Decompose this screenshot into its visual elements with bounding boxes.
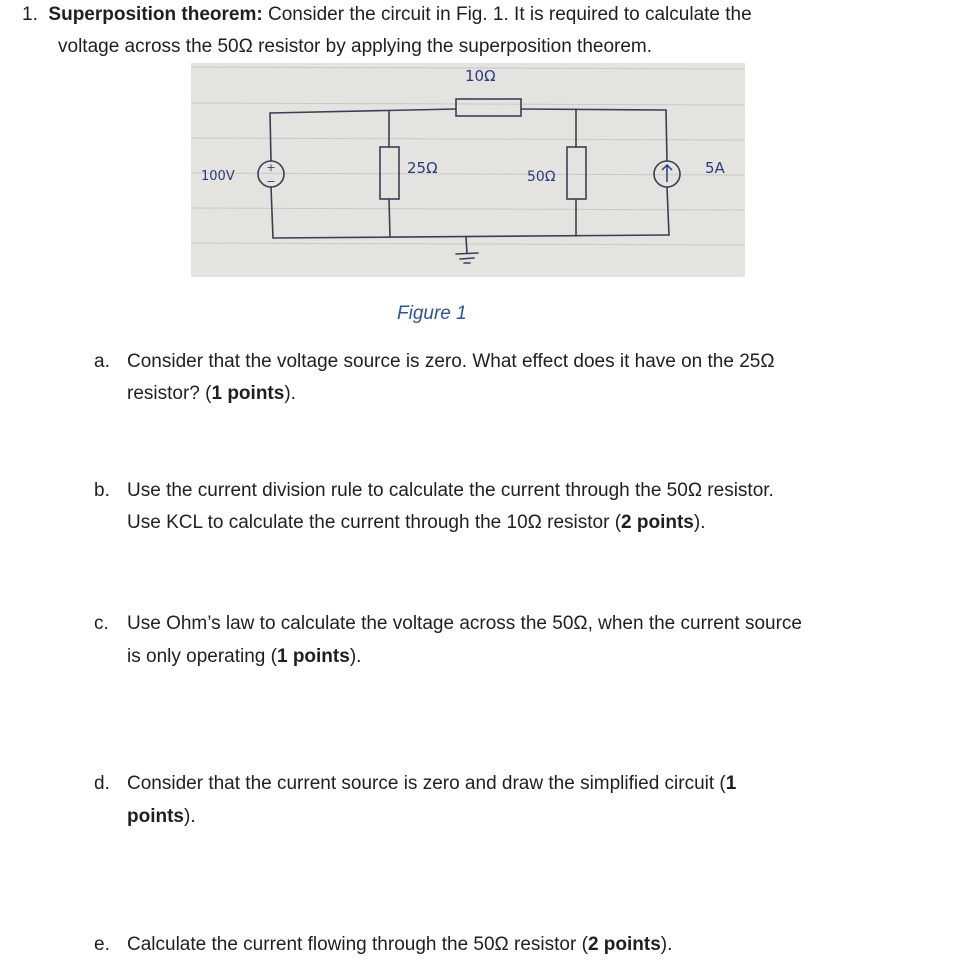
part-d-line-1 [127, 773, 736, 795]
circuit-wires [270, 109, 669, 263]
part-d-points-value: 1 [725, 773, 737, 794]
part-e-points: 2 points [587, 934, 661, 955]
label-25-ohm: 25Ω [407, 159, 438, 177]
part-b-line-1: Use the current division rule to calculate the current through the 50Ω resistor. [127, 480, 774, 501]
part-a-points-word: points [222, 383, 285, 404]
part-b-marker: b. [94, 480, 110, 501]
resistor-25-symbol [380, 147, 399, 199]
label-50-ohm: 50Ω [527, 169, 556, 185]
part-a-text: resistor? ( [127, 383, 212, 404]
svg-text:−: − [266, 175, 276, 188]
label-100-v: 100V [201, 169, 235, 184]
part-d-text-end: ). [184, 806, 196, 827]
part-b-points: 2 points [621, 512, 694, 533]
part-b-text-end: ). [693, 512, 706, 533]
part-a-line-1: Consider that the voltage source is zero. What effect does it have on the 25Ω [127, 351, 775, 372]
part-c-text: is only operating ( [127, 646, 277, 667]
part-a-marker: a. [94, 351, 110, 372]
label-10-ohm: 10Ω [465, 67, 496, 85]
part-e-line-1 [127, 934, 672, 956]
resistor-50-symbol [567, 147, 586, 199]
part-c-points: 1 points [276, 646, 350, 667]
voltage-source-symbol [258, 161, 284, 188]
circuit-drawing [191, 63, 745, 277]
part-c-line-2 [127, 646, 361, 668]
part-b-line-2 [127, 512, 705, 534]
question-intro-1: Consider the circuit in Fig. 1. It is required to calculate the [262, 4, 752, 25]
part-d-points-word: points [127, 806, 184, 827]
question-heading [22, 4, 752, 26]
part-d-text: Consider that the current source is zero and draw the simplified circuit ( [127, 773, 726, 794]
part-e-marker: e. [94, 934, 110, 955]
part-c-line-1: Use Ohm’s law to calculate the voltage across the 50Ω, when the current source [127, 613, 802, 634]
circuit-figure [191, 63, 745, 277]
current-source-symbol [654, 161, 680, 187]
part-c-marker: c. [94, 613, 109, 634]
part-e-text: Calculate the current flowing through the 50Ω resistor ( [127, 934, 588, 955]
question-title: Superposition theorem: [48, 4, 263, 25]
part-c-text-end: ). [349, 646, 362, 667]
part-d-marker: d. [94, 773, 110, 794]
part-e-text-end: ). [660, 934, 673, 955]
svg-text:+: + [266, 161, 276, 174]
label-5-amp: 5A [705, 159, 725, 177]
question-intro-2: voltage across the 50Ω resistor by applying the superposition theorem. [58, 36, 653, 57]
resistor-10-symbol [456, 99, 521, 116]
part-a-text-end: ). [284, 383, 296, 404]
part-d-line-2 [127, 806, 196, 828]
ruled-lines [191, 67, 745, 245]
question-number: 1. [22, 4, 38, 25]
part-a-line-2 [127, 383, 296, 405]
part-b-text: Use KCL to calculate the current through the 10Ω resistor ( [127, 512, 622, 533]
figure-caption: Figure 1 [397, 303, 467, 324]
part-a-points-value: 1 [211, 383, 223, 404]
